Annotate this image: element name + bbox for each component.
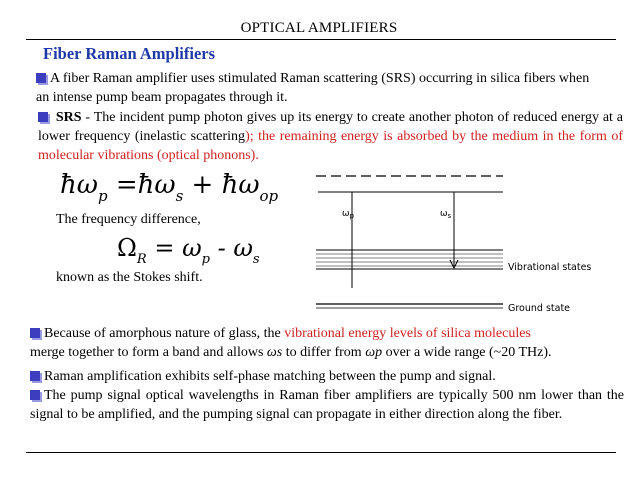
stokes-shift-label: known as the Stokes shift.	[56, 270, 203, 285]
vibrational-states-label: Vibrational states	[508, 262, 592, 273]
bullet-icon	[30, 371, 40, 381]
bullet-icon	[36, 73, 46, 83]
bullet-icon	[38, 112, 48, 122]
top-divider	[26, 39, 616, 40]
signal-freq-label: $\omega_s$	[440, 209, 452, 220]
bullet-amorphous: Because of amorphous nature of glass, the vibrational energy levels of silica molecules merge together to form a band and allows ωs to differ from ωp over a wide range (~20 THz).	[30, 326, 552, 360]
bullet-icon	[30, 390, 40, 400]
frequency-difference-label: The frequency difference,	[56, 212, 201, 227]
bullet-pump-wavelength: The pump signal optical wavelengths in Raman fiber amplifiers are typically 500 nm lower than the signal to be amplified, and the pumping signal can propagate in either direction along the fiber.	[30, 388, 624, 422]
vibrational-levels-highlight: vibrational energy levels of silica molecules	[284, 326, 531, 341]
srs-paragraph	[38, 108, 623, 165]
energy-conservation-equation: $ħ\omega_p$ $=ħ\omega_s$ + $ħ\omega_{op}$	[60, 170, 279, 205]
slide-header-title: OPTICAL AMPLIFIERS	[240, 20, 398, 36]
srs-term: SRS	[55, 110, 82, 125]
srs-highlight-text: ); the remaining energy is absorbed by the medium in the form of molecular vibrations (optical phonons).	[38, 129, 623, 163]
srs-text: - The incident pump photon gives up its energy to create another photon of reduced energy at a lower frequency (inelastic scattering	[38, 110, 624, 144]
bullet-icon	[30, 328, 40, 338]
pump-freq-label: $\omega_p$	[342, 209, 354, 220]
stokes-shift-equation: $\Omega_R = \omega_p - \omega_s$	[117, 234, 260, 267]
intro-text: A fiber Raman amplifier uses stimulated Raman scattering (SRS) occurring in silica fibers when an intense pump beam propagates through it.	[36, 71, 590, 105]
section-title: Fiber Raman Amplifiers	[43, 44, 216, 63]
raman-energy-diagram	[308, 168, 628, 318]
ground-state-label: Ground state	[508, 303, 571, 314]
intro-paragraph	[36, 69, 596, 107]
bottom-divider	[26, 452, 616, 453]
bullet-phase-matching: Raman amplification exhibits self-phase matching between the pump and signal.	[30, 367, 630, 386]
